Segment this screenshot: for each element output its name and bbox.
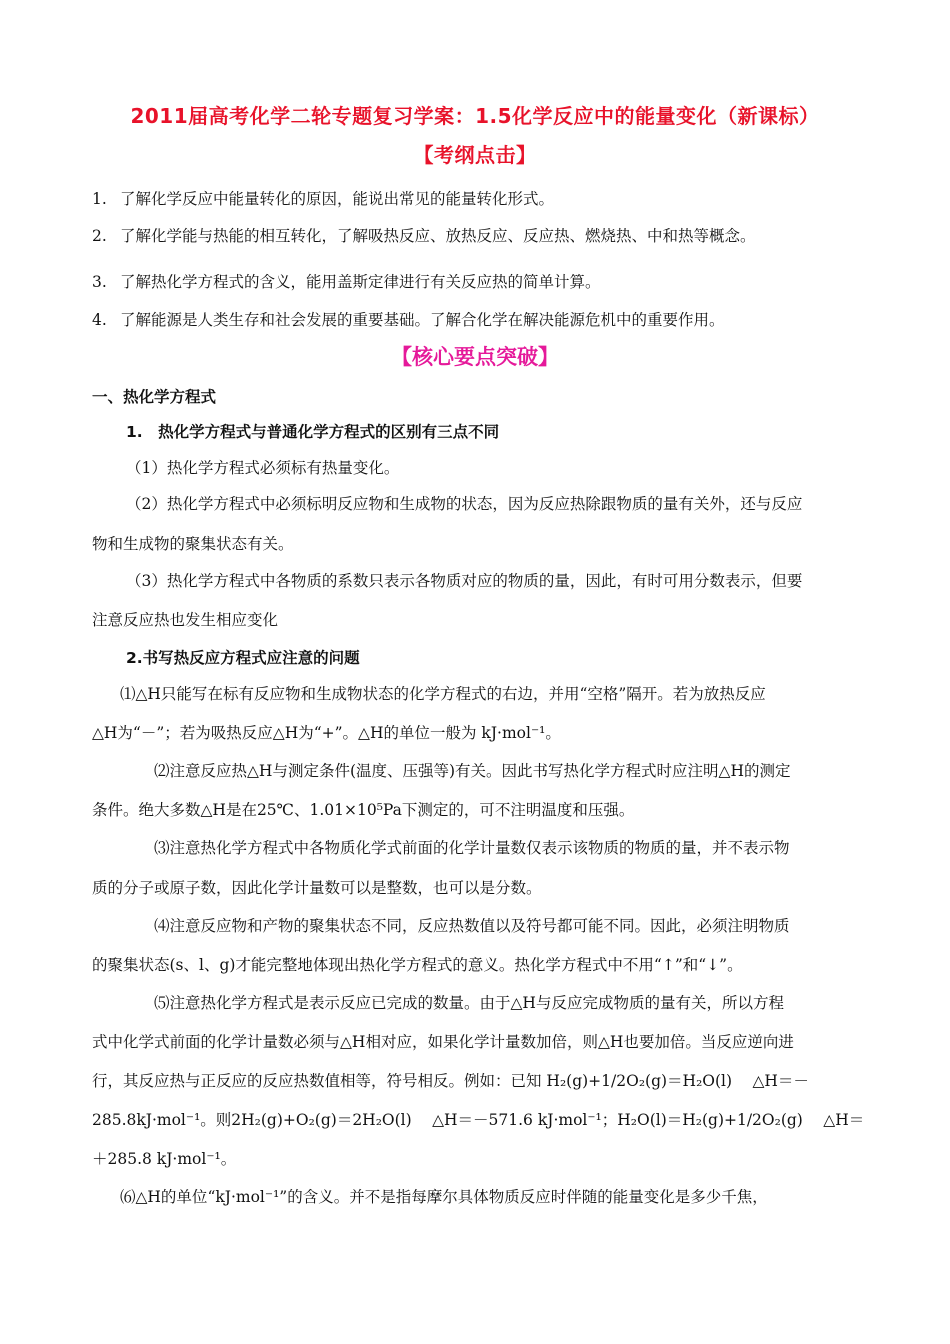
paragraph-line: 式中化学式前面的化学计量数必须与△H相对应，如果化学计量数加倍，则△H也要加倍。当反应逆向进 (92, 1033, 794, 1051)
paragraph-line: ⑹△H的单位“kJ·mol⁻¹”的含义。并不是指每摩尔具体物质反应时伴随的能量变化是多少千焦， (120, 1188, 768, 1206)
paragraph-line: 注意反应热也发生相应变化 (92, 611, 279, 629)
outline-item-text: 了解化学反应中能量转化的原因，能说出常见的能量转化形式。 (120, 190, 555, 208)
section-heading-outline: 【考纲点击】 (413, 143, 537, 167)
outline-item-number: 3. (92, 273, 107, 291)
outline-item-number: 1. (92, 190, 107, 208)
outline-item (92, 272, 601, 292)
heading-level2: 1. 热化学方程式与普通化学方程式的区别有三点不同 (126, 423, 500, 441)
paragraph-line: △H为“－”；若为吸热反应△H为“+”。△H的单位一般为 kJ·mol⁻¹。 (92, 724, 561, 742)
paragraph-line: ⑶注意热化学方程式中各物质化学式前面的化学计量数仅表示该物质的物质的量，并不表示物 (154, 839, 790, 857)
outline-item-number: 2. (92, 227, 107, 245)
outline-item-text: 了解热化学方程式的含义，能用盖斯定律进行有关反应热的简单计算。 (120, 273, 601, 291)
section-heading-core: 【核心要点突破】 (391, 345, 559, 369)
paragraph-line: 物和生成物的聚集状态有关。 (92, 535, 294, 553)
outline-item-number: 4. (92, 311, 107, 329)
paragraph-line: 行，其反应热与正反应的反应热数值相等，符号相反。例如：已知 H₂(g)+1/2O₂(g)＝H₂O(l) △H＝－ (92, 1072, 809, 1090)
paragraph-line: 285.8kJ·mol⁻¹。则2H₂(g)+O₂(g)＝2H₂O(l) △H＝－571.6 kJ·mol⁻¹；H₂O(l)＝H₂(g)+1/2O₂(g) △H＝ (92, 1111, 865, 1129)
outline-item (92, 226, 756, 246)
paragraph-line: ⑴△H只能写在标有反应物和生成物状态的化学方程式的右边，并用“空格”隔开。若为放热反应 (120, 685, 766, 703)
paragraph-line: 条件。绝大多数△H是在25℃、1.01×10⁵Pa下测定的，可不注明温度和压强。 (92, 801, 635, 819)
document-title: 2011届高考化学二轮专题复习学案：1.5化学反应中的能量变化（新课标） (130, 104, 820, 128)
outline-item (92, 310, 725, 330)
paragraph-line: （1）热化学方程式必须标有热量变化。 (126, 459, 400, 477)
outline-item (92, 189, 554, 209)
outline-item-text: 了解能源是人类生存和社会发展的重要基础。了解合化学在解决能源危机中的重要作用。 (120, 311, 725, 329)
paragraph-line: ⑵注意反应热△H与测定条件(温度、压强等)有关。因此书写热化学方程式时应注明△H的测定 (154, 762, 791, 780)
paragraph-line: 的聚集状态(s、l、g)才能完整地体现出热化学方程式的意义。热化学方程式中不用“↑”和“↓”。 (92, 956, 743, 974)
paragraph-line: 质的分子或原子数，因此化学计量数可以是整数，也可以是分数。 (92, 879, 542, 897)
heading-level2: 2.书写热反应方程式应注意的问题 (126, 649, 360, 667)
paragraph-line: （3）热化学方程式中各物质的系数只表示各物质对应的物质的量，因此，有时可用分数表示，但要 (126, 572, 803, 590)
paragraph-line: ⑸注意热化学方程式是表示反应已完成的数量。由于△H与反应完成物质的量有关，所以方程 (154, 994, 784, 1012)
paragraph-line: （2）热化学方程式中必须标明反应物和生成物的状态，因为反应热除跟物质的量有关外，还与反应 (126, 495, 803, 513)
outline-item-text: 了解化学能与热能的相互转化，了解吸热反应、放热反应、反应热、燃烧热、中和热等概念。 (120, 227, 756, 245)
heading-level1: 一、热化学方程式 (92, 388, 217, 406)
paragraph-line: ＋285.8 kJ·mol⁻¹。 (92, 1150, 237, 1168)
paragraph-line: ⑷注意反应物和产物的聚集状态不同，反应热数值以及符号都可能不同。因此，必须注明物质 (154, 917, 790, 935)
